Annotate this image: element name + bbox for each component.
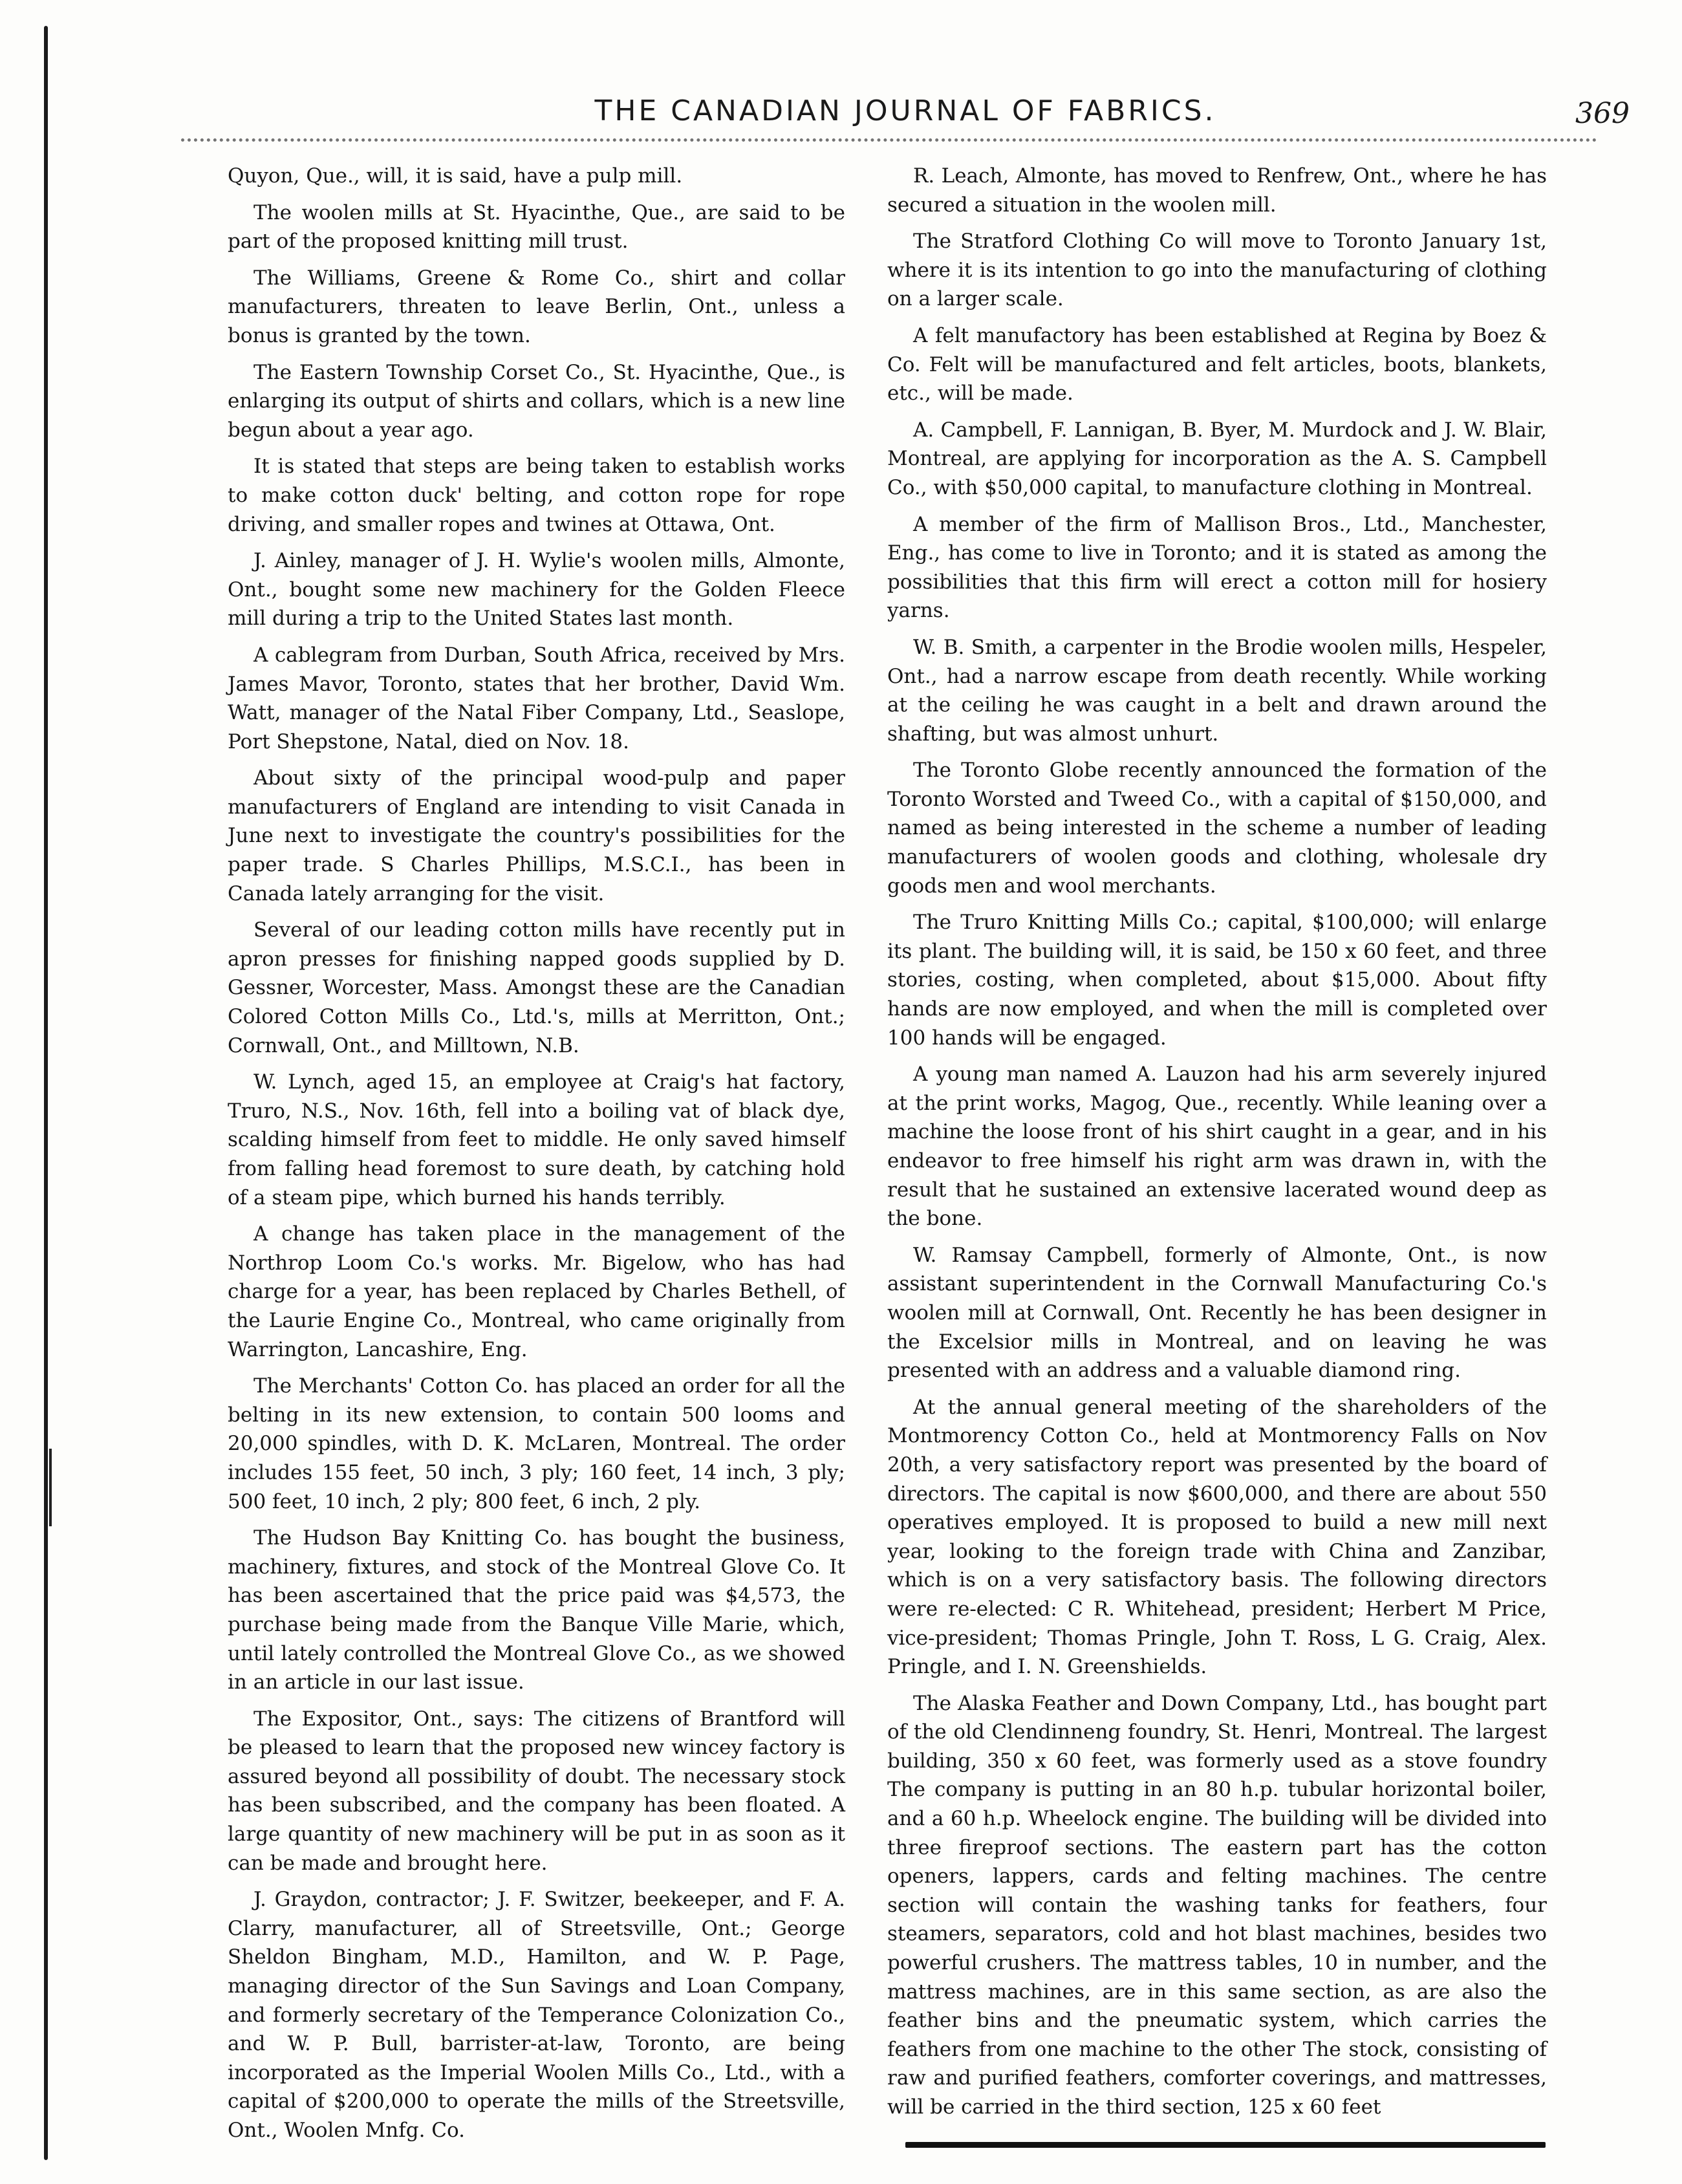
right-column: [887, 162, 1547, 2130]
binding-edge-mark: [49, 1449, 52, 1526]
footer-rule: [905, 2142, 1546, 2148]
paragraph: A felt manufactory has been established at Regina by Boez & Co. Felt will be manufactured and felt articles, boots, blankets, etc., will be made.: [887, 323, 1547, 405]
paragraph: The Merchants' Cotton Co. has placed an order for all the belting in its new extension, to contain 500 looms and 20,000 spindles, with D. K. McLaren, Montreal. The order includes 155 feet, 50 inch, 3 ply; 160 feet, 14 inch, 3 ply; 500 feet, 10 inch, 2 ply; 800 feet, 6 inch, 2 ply.: [228, 1374, 845, 1513]
paragraph: The Stratford Clothing Co will move to Toronto January 1st, where it is its intention to go into the manufacturing of clothing on a larger scale.: [887, 230, 1547, 311]
paragraph: The Hudson Bay Knitting Co. has bought the business, machinery, fixtures, and stock of the Montreal Glove Co. It has been ascertained that the price paid was $4,573, the purchase being made from the Banque Ville Marie, which, until lately controlled the Montreal Glove Co., as we showed in an article in our last issue.: [228, 1526, 845, 1694]
page-number: 369: [1575, 97, 1630, 130]
paragraph: The Toronto Globe recently announced the formation of the Toronto Worsted and Tweed Co., with a capital of $150,000, and named as being interested in the scheme a number of leading manufacturers of woolen goods and clothing, wholesale dry goods men and wool merchants.: [887, 759, 1547, 898]
paragraph: The Truro Knitting Mills Co.; capital, $100,000; will enlarge its plant. The building will, it is said, be 150 x 60 feet, and three stories, costing, when completed, about $15,000. About fifty hands are now employed, and when the mill is completed over 100 hands will be engaged.: [887, 911, 1547, 1050]
paragraph: J. Graydon, contractor; J. F. Switzer, beekeeper, and F. A. Clarry, manufacturer, all of Streetsville, Ont.; George Sheldon Bingham, M.D., Hamilton, and W. P. Page, managing director of the Sun Savings and Loan Company, and formerly secretary of the Temperance Colonization Co., and W. P. Bull, barrister-at-law, Toronto, are being incorporated as the Imperial Woolen Mills Co., Ltd., with a capital of $200,000 to operate the mills of the Streetsville, Ont., Woolen Mnfg. Co.: [228, 1888, 845, 2142]
paragraph: The Alaska Feather and Down Company, Ltd., has bought part of the old Clendinneng foundry, St. Henri, Montreal. The largest building, 350 x 60 feet, was formerly used as a stove foundry The company is putting in an 80 h.p. tubular horizontal boiler, and a 60 h.p. Wheelock engine. The building will be divided into three fireproof sections. The eastern part has the cotton openers, lappers, cards and felting machines. The centre section will contain the washing tanks for feathers, four steamers, separators, cold and hot blast machines, besides two powerful crushers. The mattress tables, 10 in number, and the mattress machines, are in this same section, as are also the feather bins and the pneumatic system, which carries the feathers from one machine to the other The stock, consisting of raw and purified feathers, comforter coverings, and mattresses, will be carried in the third section, 125 x 60 feet: [887, 1691, 1547, 2119]
paragraph: J. Ainley, manager of J. H. Wylie's woolen mills, Almonte, Ont., bought some new machinery for the Golden Fleece mill during a trip to the United States last month.: [228, 549, 845, 631]
paragraph: The Expositor, Ont., says: The citizens of Brantford will be pleased to learn that the proposed new wincey factory is assured beyond all possibility of doubt. The necessary stock has been subscribed, and the company has been floated. A large quantity of new machinery will be put in as soon as it can be made and brought here.: [228, 1707, 845, 1875]
paragraph: W. B. Smith, a carpenter in the Brodie woolen mills, Hespeler, Ont., had a narrow escape from death recently. While working at the ceiling he was caught in a belt and drawn around the shafting, but was almost unhurt.: [887, 635, 1547, 746]
paragraph: A young man named A. Lauzon had his arm severely injured at the print works, Magog, Que., recently. While leaning over a machine the loose front of his shirt caught in a gear, and in his endeavor to free himself his right arm was drawn in, with the result that he sustained an extensive lacerated wound deep as the bone.: [887, 1063, 1547, 1231]
paragraph: It is stated that steps are being taken to establish works to make cotton duck' belting, and cotton rope for rope driving, and smaller ropes and twines at Ottawa, Ont.: [228, 455, 845, 536]
binding-edge-line: [44, 26, 48, 2160]
paragraph: R. Leach, Almonte, has moved to Renfrew, Ont., where he has secured a situation in the woolen mill.: [887, 164, 1547, 217]
paragraph: About sixty of the principal wood-pulp and paper manufacturers of England are intending to visit Canada in June next to investigate the country's possibilities for the paper trade. S Charles Phillips, M.S.C.I., has been in Canada lately arranging for the visit.: [228, 766, 845, 905]
paragraph: A change has taken place in the management of the Northrop Loom Co.'s works. Mr. Bigelow, who has had charge for a year, has been replaced by Charles Bethell, of the Laurie Engine Co., Montreal, who came originally from Warrington, Lancashire, Eng.: [228, 1222, 845, 1361]
paragraph: Quyon, Que., will, it is said, have a pulp mill.: [228, 164, 683, 188]
header-rule: [181, 138, 1597, 142]
paragraph: The Williams, Greene & Rome Co., shirt and collar manufacturers, threaten to leave Berlin, Ont., unless a bonus is granted by the town.: [228, 266, 845, 347]
paragraph: A member of the firm of Mallison Bros., Ltd., Manchester, Eng., has come to live in Toronto; and it is stated as among the possibilities that this firm will erect a cotton mill for hosiery yarns.: [887, 512, 1547, 623]
paragraph: Several of our leading cotton mills have recently put in apron presses for finishing napped goods supplied by D. Gessner, Worcester, Mass. Amongst these are the Canadian Colored Cotton Mills Co., Ltd.'s, mills at Merritton, Ont.; Cornwall, Ont., and Milltown, N.B.: [228, 918, 845, 1057]
paragraph: W. Lynch, aged 15, an employee at Craig's hat factory, Truro, N.S., Nov. 16th, fell into a boiling vat of black dye, scalding himself from feet to middle. He only saved himself from falling head foremost to sure death, by catching hold of a steam pipe, which burned his hands terribly.: [228, 1070, 845, 1209]
journal-title: THE CANADIAN JOURNAL OF FABRICS.: [594, 94, 1216, 127]
paragraph: At the annual general meeting of the shareholders of the Montmorency Cotton Co., held at Montmorency Falls on Nov 20th, a very satisfactory report was presented by the board of directors. The capital is now $600,000, and there are about 550 operatives employed. It is proposed to build a new mill next year, looking to the foreign trade with China and Zanzibar, which is on a very satisfactory basis. The following directors were re-elected: C R. Whitehead, president; Herbert M Price, vice-president; Thomas Pringle, John T. Ross, L G. Craig, Alex. Pringle, and I. N. Greenshields.: [887, 1395, 1547, 1679]
left-column: [228, 162, 845, 2153]
paragraph: A cablegram from Durban, South Africa, received by Mrs. James Mavor, Toronto, states that her brother, David Wm. Watt, manager of the Natal Fiber Company, Ltd., Seaslope, Port Shepstone, Natal, died on Nov. 18.: [228, 643, 845, 753]
paragraph: The Eastern Township Corset Co., St. Hyacinthe, Que., is enlarging its output of shirts and collars, which is a new line begun about a year ago.: [228, 360, 845, 442]
paragraph: W. Ramsay Campbell, formerly of Almonte, Ont., is now assistant superintendent in the Cornwall Manufacturing Co.'s woolen mill at Cornwall, Ont. Recently he has been designer in the Excelsior mills in Montreal, and on leaving he was presented with an address and a valuable diamond ring.: [887, 1243, 1547, 1383]
paragraph: The woolen mills at St. Hyacinthe, Que., are said to be part of the proposed knitting mill trust.: [228, 200, 845, 254]
paragraph: A. Campbell, F. Lannigan, B. Byer, M. Murdock and J. W. Blair, Montreal, are applying for incorporation as the A. S. Campbell Co., with $50,000 capital, to manufacture clothing in Montreal.: [887, 418, 1547, 499]
